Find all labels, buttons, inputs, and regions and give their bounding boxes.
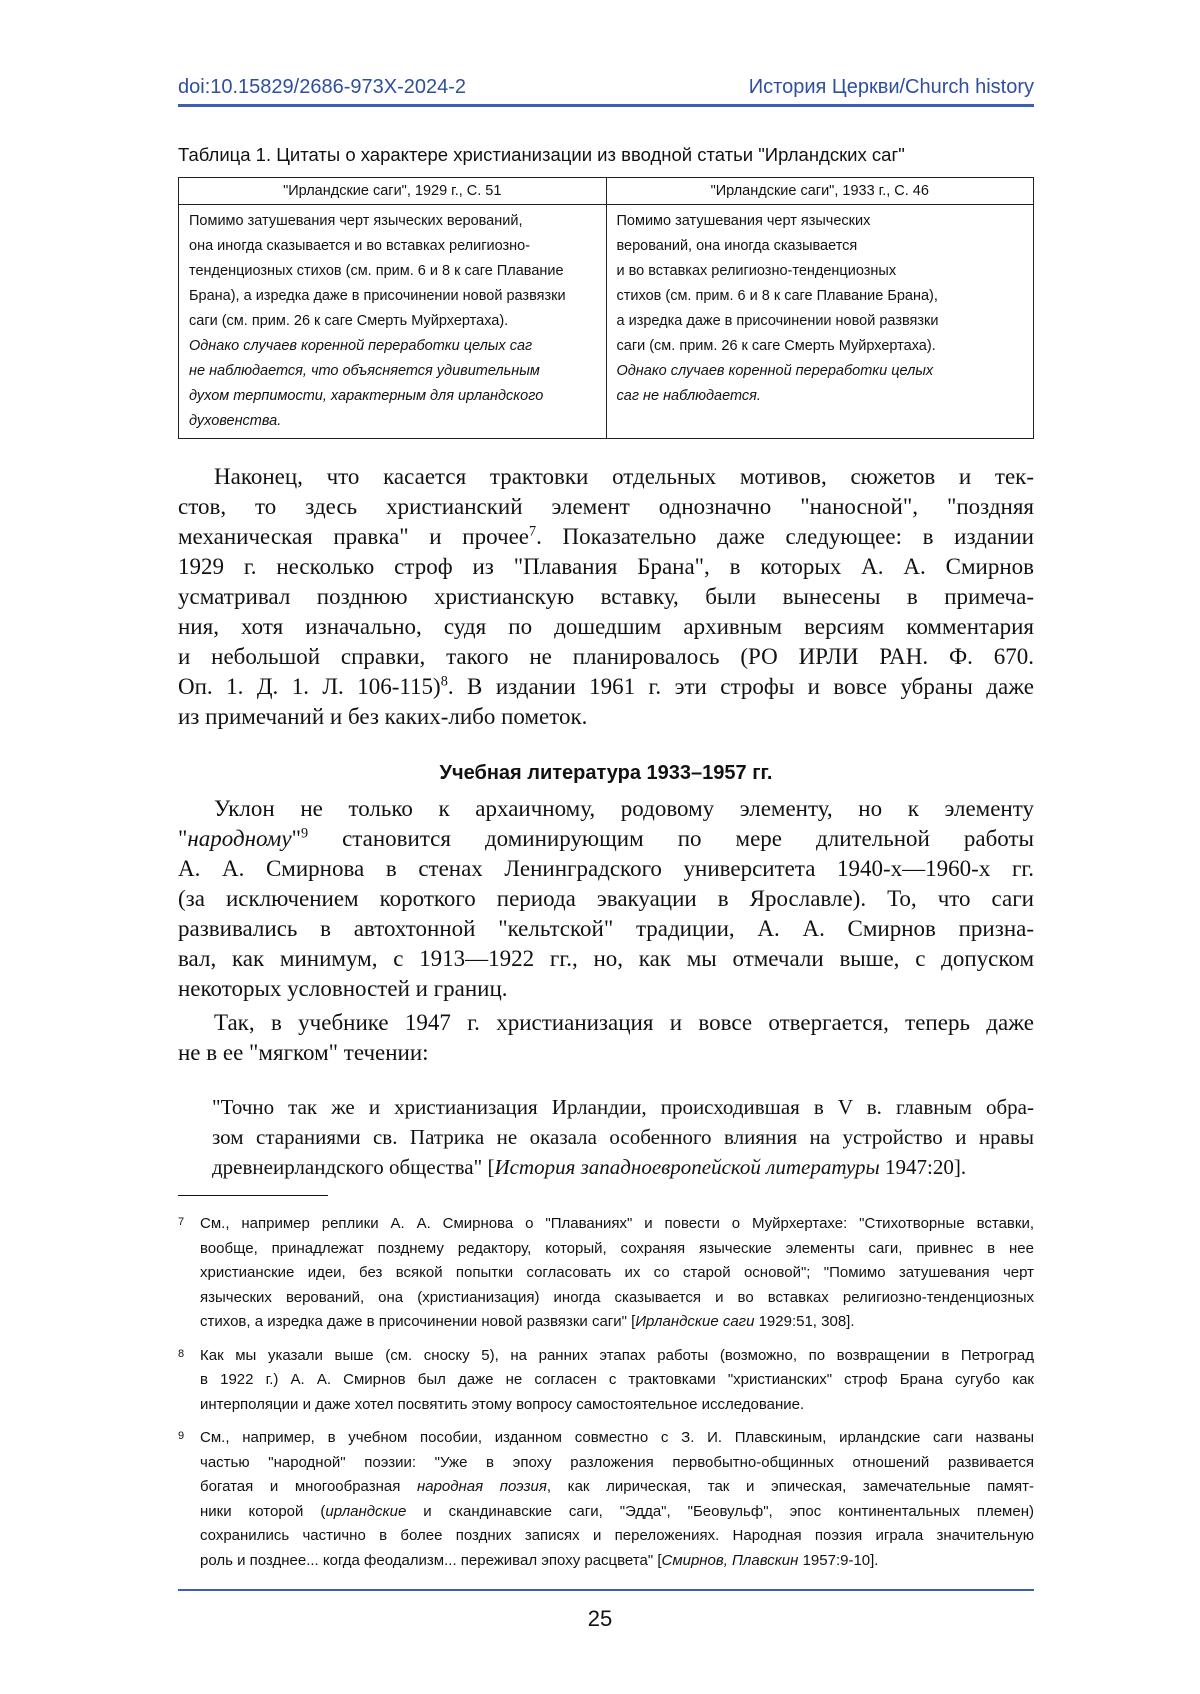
table-caption: Таблица 1. Цитаты о характере христианизации из вводной статьи "Ирландских саг" (178, 144, 905, 165)
cell-line: а изредка даже в присочинении новой развязки (616, 313, 939, 329)
footnote-line: частью "народной" поэзии: "Уже в эпоху разложения первобытно-общинных отношений развивается (200, 1453, 1034, 1471)
section-title: История Церкви/Church history (748, 76, 1034, 98)
text-line: развивались в автохтонной "кельтской" традиции, А. А. Смирнов призна- (178, 916, 1034, 941)
table-cell-1929 (179, 205, 607, 439)
footnote-line: См., например реплики А. А. Смирнова о "Плаваниях" и повести о Муйрхертахе: "Стихотворные вставки, (200, 1215, 1034, 1232)
footnote-line (200, 1475, 1034, 1500)
text-line: А. А. Смирнова в стенах Ленинградского университета 1940-х—1960-х гг. (178, 856, 1034, 881)
text-span: древнеирландского общества" [ (212, 1155, 495, 1179)
text-span: роль и позднее... когда феодализм... переживал эпоху расцвета" [ (200, 1551, 662, 1569)
cell-line-italic: Однако случаев коренной переработки целых (616, 363, 934, 379)
quote-line: зом стараниями св. Патрика не оказала особенного влияния на устройство и нравы (212, 1125, 1034, 1149)
text-line: Уклон не только к архаичному, родовому элементу, но к элементу (214, 796, 1034, 821)
footer-divider (178, 1589, 1034, 1591)
cell-line: стихов (см. прим. 6 и 8 к саге Плавание Брана), (616, 288, 938, 304)
text-span: 1947:20]. (879, 1155, 967, 1179)
table-cell-1933 (606, 205, 1034, 439)
text-span: " (178, 826, 188, 851)
text-span: механическая правка" и прочее (178, 524, 529, 549)
section-subheading: Учебная литература 1933–1957 гг. (439, 762, 773, 784)
footnote-ref-9[interactable]: 9 (300, 825, 309, 842)
footnote-ref-8[interactable]: 8 (440, 673, 448, 690)
cell-line: верований, она иногда сказывается (616, 238, 858, 254)
text-span: и скандинавские саги, "Эдда", "Беовульф", эпос континентальных племен) (406, 1502, 1034, 1520)
footnote-line: См., например, в учебном пособии, изданном совместно с З. И. Плавскиным, ирландские саги названы (200, 1429, 1034, 1446)
text-span: стихов, а изредка даже в присочинении новой развязки саги" [ (200, 1313, 636, 1330)
text-line (178, 824, 1034, 854)
text-span: . В издании 1961 г. эти строфы и вовсе убраны даже (447, 674, 1035, 699)
italic-term: народная поэзия (416, 1478, 547, 1495)
italic-citation: Ирландские саги (635, 1313, 755, 1330)
cell-line-italic: Однако случаев коренной переработки целых саг (189, 338, 533, 354)
text-line: Наконец, что касается трактовки отдельных мотивов, сюжетов и тек- (214, 464, 1034, 489)
footnote-line: христианские идеи, без всякой попытки согласовать их со старой основой"; "Помимо затушевания черт (200, 1264, 1034, 1281)
cell-line: и во вставках религиозно-тенденциозных (616, 263, 897, 279)
footnote-line (200, 1500, 1034, 1525)
cell-line: Помимо затушевания черт языческих (616, 213, 871, 229)
footnote-line: вообще, принадлежат позднему редактору, который, сохраняя языческие элементы саги, привнес в нее (200, 1239, 1034, 1257)
text-line (178, 522, 1034, 552)
cell-line: она иногда сказывается и во вставках религиозно- (189, 238, 531, 254)
text-line: усматривал позднюю христианскую вставку, были вынесены в примеча- (178, 584, 1034, 609)
quote-line (212, 1152, 1034, 1182)
footnotes (178, 1212, 1034, 1582)
cell-line: саги (см. прим. 26 к саге Смерть Муйрхертаха). (616, 338, 936, 354)
text-line: ния, хотя изначально, судя по дошедшим архивным версиям комментария (178, 614, 1034, 639)
text-line: Так, в учебнике 1947 г. христианизация и вовсе отвергается, теперь даже (214, 1010, 1034, 1035)
paragraph-2 (178, 794, 1034, 1004)
quotes-table (178, 177, 1034, 439)
quote-line: "Точно так же и христианизация Ирландии, происходившая в V в. главным обра- (212, 1095, 1034, 1119)
footnote-divider (178, 1195, 328, 1196)
cell-line: тенденциозных стихов (см. прим. 6 и 8 к саге Плавание (189, 263, 564, 279)
footnote-number: 9 (178, 1430, 185, 1442)
page-number: 25 (587, 1606, 613, 1631)
italic-term: ирландские (325, 1502, 407, 1520)
table-header-1933: "Ирландские саги", 1933 г., С. 46 (606, 178, 1034, 205)
footnote-line: сохранились частично в более поздних записях и переложениях. Народная поэзия играла значительную (200, 1527, 1034, 1544)
text-line: вал, как минимум, с 1913—1922 гг., но, как мы отмечали выше, с допуском (178, 946, 1034, 971)
cell-line: саги (см. прим. 26 к саге Смерть Муйрхертаха). (189, 313, 509, 329)
running-header (178, 76, 1034, 100)
footnote-9 (178, 1426, 1034, 1573)
cell-line-italic: саг не наблюдается. (616, 388, 761, 404)
text-line: стов, то здесь христианский элемент однозначно "наносной", "поздняя (178, 494, 1034, 519)
footnote-line (200, 1310, 1034, 1335)
footnote-number: 7 (178, 1216, 185, 1228)
italic-term: народному (187, 826, 292, 851)
footnote-line (200, 1549, 1034, 1574)
text-span: ники которой ( (200, 1502, 326, 1520)
footnote-ref-7[interactable]: 7 (528, 523, 537, 540)
text-line: из примечаний и без каких-либо пометок. (178, 704, 588, 729)
footnote-number: 8 (178, 1347, 185, 1360)
text-line: некоторых условностей и границ. (178, 976, 508, 1001)
italic-citation: История западноевропейской литературы (494, 1155, 880, 1179)
table-header-1929: "Ирландские саги", 1929 г., С. 51 (179, 178, 607, 205)
text-span: , как лирическая, так и эпическая, замечательные памят- (546, 1478, 1035, 1495)
paragraph-3 (178, 1008, 1034, 1068)
footnote-7 (178, 1212, 1034, 1335)
paragraph-1 (178, 462, 1034, 732)
text-span: становится доминирующим по мере длительной работы (308, 826, 1034, 851)
footnote-line: в 1922 г.) А. А. Смирнов был даже не согласен с трактовками "христианских" строф Брана сугубо как (200, 1371, 1034, 1388)
text-line: и небольшой справки, такого не планировалось (РО ИРЛИ РАН. Ф. 670. (178, 644, 1034, 669)
header-divider (178, 104, 1034, 107)
cell-line: Помимо затушевания черт языческих верований, (189, 213, 523, 229)
text-line: (за исключением короткого периода эвакуации в Ярославле). То, что саги (178, 886, 1034, 911)
cell-line-italic: духом терпимости, характерным для ирландского (189, 388, 544, 404)
text-span: 1929:51, 308]. (754, 1313, 855, 1330)
footnote-8 (178, 1344, 1034, 1418)
cell-line-italic: не наблюдается, что объясняется удивительным (189, 363, 540, 379)
text-line: не в ее "мягком" течении: (178, 1040, 429, 1065)
text-span: богатая и многообразная (200, 1478, 417, 1495)
text-line (178, 672, 1034, 702)
block-quote (212, 1092, 1034, 1182)
footnote-line: Как мы указали выше (см. сноску 5), на ранних этапах работы (возможно, по возвращении в Петроград (200, 1346, 1034, 1364)
footnote-line: языческих верований, она (христианизация) иногда сказывается и во вставках религиозно-тенденциозных (200, 1288, 1034, 1306)
cell-line: Брана), а изредка даже в присочинении новой развязки (189, 288, 566, 304)
text-line: 1929 г. несколько строф из "Плавания Брана", в которых А. А. Смирнов (178, 554, 1034, 579)
text-span: " (291, 826, 301, 851)
doi-link[interactable]: doi:10.15829/2686-973X-2024-2 (178, 76, 467, 98)
text-span: 1957:9-10]. (798, 1551, 879, 1569)
italic-citation: Смирнов, Плавскин (661, 1551, 799, 1569)
cell-line-italic: духовенства. (189, 413, 282, 429)
text-span: . Показательно даже следующее: в издании (536, 524, 1034, 549)
footnote-line: интерполяции и даже хотел посвятить этому вопросу самостоятельное исследование. (200, 1395, 805, 1413)
text-span: Оп. 1. Д. 1. Л. 106-115) (178, 674, 441, 699)
